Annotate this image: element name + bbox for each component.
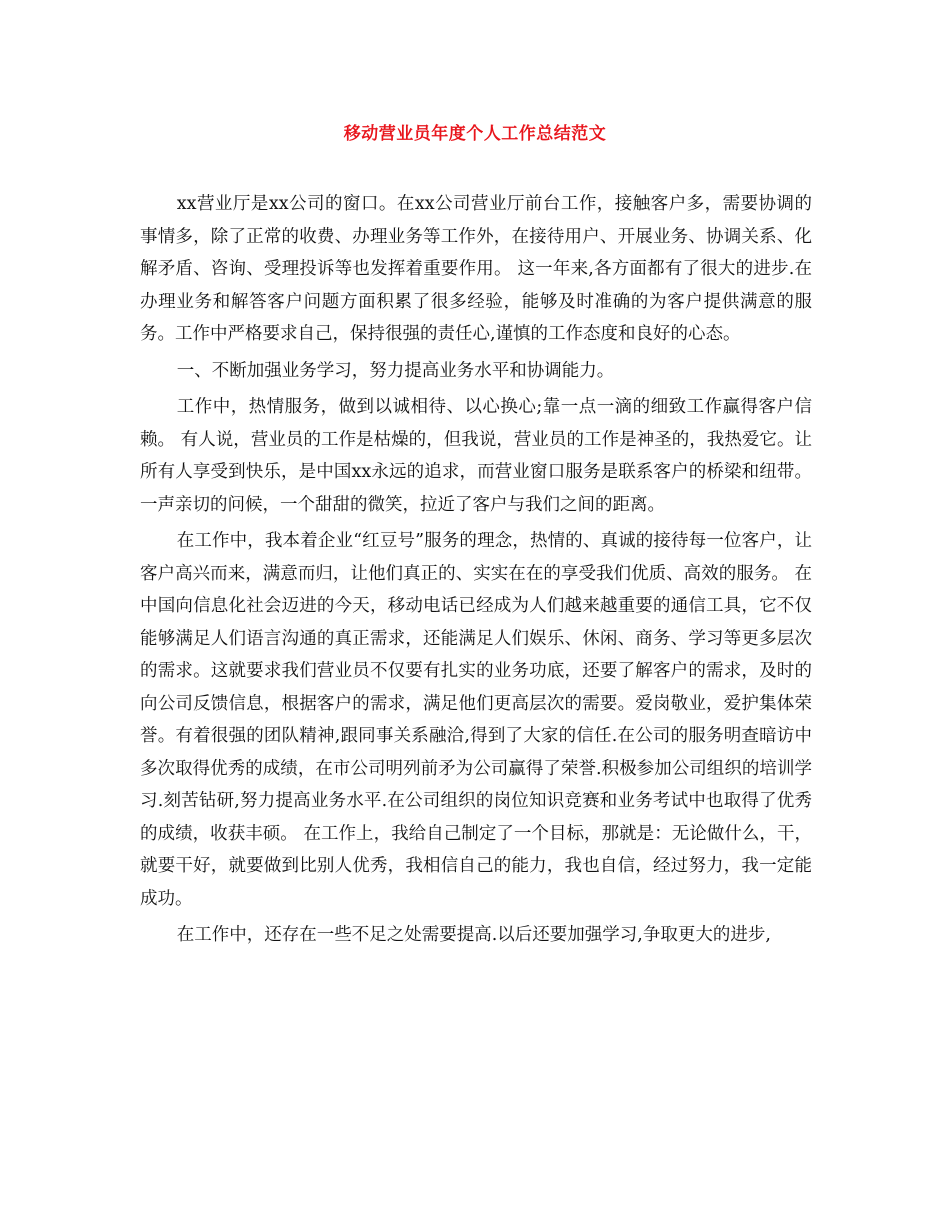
paragraph-service: 工作中，热情服务，做到以诚相待、以心换心;靠一点一滴的细致工作赢得客户信赖。 有人说，营业员的工作是枯燥的，但我说，营业员的工作是神圣的，我热爱它。让所有人享受到快乐，是中国xx永远的追求，而营业窗口服务是联系客户的桥梁和纽带。一声亲切的问候，一个甜甜的微笑，拉近了客户与我们之间的距离。 <box>140 397 812 515</box>
paragraph-work: 在工作中，我本着企业“红豆号”服务的理念，热情的、真诚的接待每一位客户，让客户高兴而来，满意而归，让他们真正的、实实在在的享受我们优质、高效的服务。 在中国向信息化社会迈进的今天，移动电话已经成为人们越来越重要的通信工具，它不仅能够满足人们语言沟通的真正需求，还能满足人们娱乐、休闲、商务、学习等更多层次的需求。这就要求我们营业员不仅要有扎实的业务功底，还要了解客户的需求，及时的向公司反馈信息，根据客户的需求，满足他们更高层次的需要。爱岗敬业，爱护集体荣誉。有着很强的团队精神,跟同事关系融洽,得到了大家的信任.在公司的服务明查暗访中多次取得优秀的成绩，在市公司明列前矛为公司赢得了荣誉.积极参加公司组织的培训学习.刻苦钻研,努力提高业务水平.在公司组织的岗位知识竞赛和业务考试中也取得了优秀的成绩，收获丰硕。 在工作上，我给自己制定了一个目标，那就是：无论做什么，干，就要干好，就要做到比别人优秀，我相信自己的能力，我也自信，经过努力，我一定能成功。 <box>140 531 812 909</box>
document-body <box>140 188 812 956</box>
document-title: 移动营业员年度个人工作总结范文 <box>343 124 607 144</box>
paragraph-shortcomings: 在工作中，还存在一些不足之处需要提高.以后还要加强学习,争取更大的进步, <box>176 925 771 945</box>
paragraph-intro: xx营业厅是xx公司的窗口。在xx公司营业厅前台工作，接触客户多，需要协调的事情多，除了正常的收费、办理业务等工作外，在接待用户、开展业务、协调关系、化解矛盾、咨询、受理投诉等也发挥着重要作用。 这一年来,各方面都有了很大的进步.在办理业务和解答客户问题方面积累了很多经验，能够及时准确的为客户提供满意的服务。工作中严格要求自己，保持很强的责任心,谨慎的工作态度和良好的心态。 <box>140 194 812 344</box>
section-heading-1: 一、不断加强业务学习，努力提高业务水平和协调能力。 <box>176 360 615 381</box>
